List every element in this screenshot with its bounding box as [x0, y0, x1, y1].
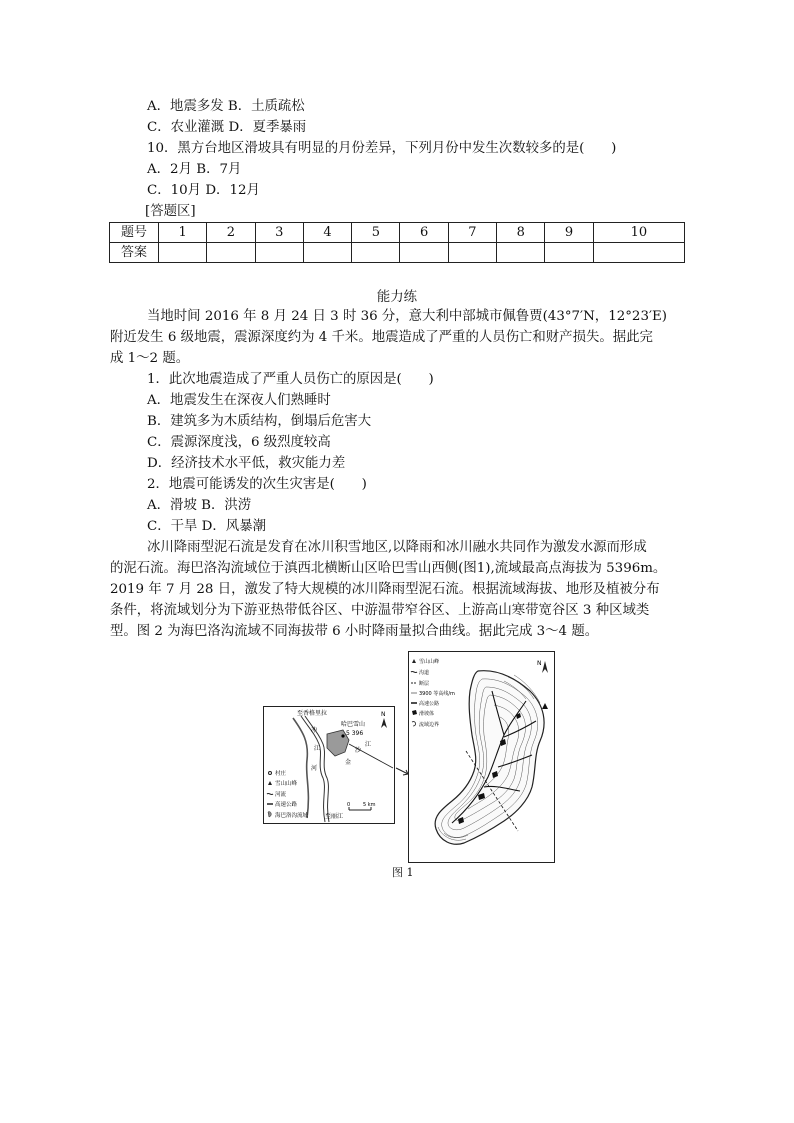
answer-table-number: 9: [545, 223, 593, 243]
legend-peak: 雪山山峰: [275, 781, 298, 787]
answer-cell[interactable]: [352, 243, 400, 263]
answer-cell[interactable]: [400, 243, 448, 263]
answer-cell[interactable]: [545, 243, 593, 263]
map-label-peak-alt: 5 396: [346, 730, 364, 737]
q1-option-b: B．建筑多为木质结构，倒塌后危害大: [147, 414, 372, 429]
detail-map-north-label: N: [537, 660, 542, 667]
q9-options-2: C．农业灌溉 D．夏季暴雨: [147, 120, 307, 135]
section-title: 能力练: [376, 290, 418, 305]
map-label-shangri: 至香格里拉: [297, 710, 328, 717]
passage1-line2: 附近发生 6 级地震，震源深度约为 4 千米。地震造成了严重的人员伤亡和财产损失。据此完: [110, 330, 653, 345]
legend-village: 村庄: [275, 771, 287, 777]
q2-stem: 2．地震可能诱发的次生灾害是( ): [147, 477, 367, 492]
legend-landslide: 滑坡体: [419, 711, 435, 717]
q10-options-2: C．10月 D．12月: [147, 183, 260, 198]
q1-option-c: C．震源深度浅，6 级烈度较高: [147, 435, 331, 450]
map-scale-5: 5 km: [363, 802, 376, 808]
passage2-line4: 条件，将流域划分为下游亚热带低谷区、中游温带窄谷区、上游高山寒带宽谷区 3 种区域类: [110, 603, 650, 618]
q2-options-2: C．干旱 D．风暴潮: [147, 519, 266, 534]
q1-option-d: D．经济技术水平低，救灾能力差: [147, 456, 346, 471]
answer-table-number: 10: [593, 223, 684, 243]
q10-options-1: A．2月 B．7月: [147, 162, 242, 177]
answer-cell[interactable]: [255, 243, 303, 263]
answer-cell[interactable]: [207, 243, 255, 263]
q2-options-1: A．滑坡 B．洪涝: [147, 498, 252, 513]
answer-table-header-number: 题号: [110, 223, 159, 243]
q1-option-a: A．地震发生在深夜人们熟睡时: [147, 393, 331, 408]
answer-table-number: 6: [400, 223, 448, 243]
legend-gully: 沟道: [419, 670, 430, 676]
answer-table: [109, 222, 685, 263]
legend-basin: 海巴洛沟流域: [275, 813, 309, 819]
answer-table-header-answer: 答案: [110, 243, 159, 263]
answer-table-number: 5: [352, 223, 400, 243]
answer-cell[interactable]: [497, 243, 545, 263]
legend-contour: 3900 等高线/m: [419, 691, 455, 697]
map-label-river-chong: 冲: [311, 727, 318, 734]
legend-highway: 高速公路: [275, 802, 298, 808]
legend-snow-peak: 雪山山峰: [419, 659, 440, 665]
legend-boundary: 流域边界: [419, 722, 440, 728]
map-label-river-jin: 金: [345, 759, 352, 766]
answer-cell[interactable]: [593, 243, 684, 263]
answer-table-number: 2: [207, 223, 255, 243]
answer-cell[interactable]: [159, 243, 207, 263]
legend-river: 河流: [275, 792, 287, 798]
passage1-line3: 成 1～2 题。: [110, 351, 190, 366]
answer-table-number-row: [110, 223, 685, 243]
answer-area-label: [答题区]: [145, 204, 196, 219]
location-map: [263, 706, 395, 824]
answer-cell[interactable]: [303, 243, 351, 263]
detail-map: [408, 651, 555, 863]
passage1-line1: 当地时间 2016 年 8 月 24 日 3 时 36 分，意大利中部城市佩鲁贾(43°7′N，12°23′E): [147, 309, 668, 324]
answer-table-number: 7: [448, 223, 496, 243]
map-label-peak-name: 哈巴雪山: [341, 721, 366, 728]
answer-table-number: 8: [497, 223, 545, 243]
answer-cell[interactable]: [448, 243, 496, 263]
map-label-river-he: 河: [311, 765, 318, 772]
answer-table-number: 3: [255, 223, 303, 243]
map-label-river-jiang2: 江: [365, 741, 372, 748]
passage2-line3: 2019 年 7 月 28 日，激发了特大规模的冰川降雨型泥石流。根据流域海拔、地形及植被分布: [110, 582, 660, 597]
answer-table-answer-row: [110, 243, 685, 263]
figure-caption: 图 1: [392, 866, 414, 879]
answer-table-number: 4: [303, 223, 351, 243]
map-north-label: N: [381, 711, 386, 718]
passage2-line5: 型。图 2 为海巴洛沟流域不同海拔带 6 小时降雨量拟合曲线。据此完成 3～4 题。: [110, 624, 599, 639]
map-label-lijiang: 至丽江: [325, 813, 344, 820]
answer-table-number: 1: [159, 223, 207, 243]
map-label-river-jiang1: 江: [314, 745, 321, 752]
map-scale-0: 0: [347, 802, 351, 808]
legend-fault: 断层: [419, 681, 430, 687]
legend-highway: 高速公路: [419, 701, 440, 707]
q9-options-1: A．地震多发 B．土质疏松: [147, 99, 305, 114]
passage2-line1: 冰川降雨型泥石流是发育在冰川积雪地区,以降雨和冰川融水共同作为激发水源而形成: [147, 540, 647, 555]
map-label-river-sha: 沙: [355, 747, 362, 754]
q10-stem: 10．黑方台地区滑坡具有明显的月份差异，下列月份中发生次数较多的是( ): [147, 141, 617, 156]
q1-stem: 1．此次地震造成了严重人员伤亡的原因是( ): [147, 372, 434, 387]
passage2-line2: 的泥石流。海巴洛沟流域位于滇西北横断山区哈巴雪山西侧(图1),流域最高点海拔为 5396m。: [110, 561, 667, 576]
